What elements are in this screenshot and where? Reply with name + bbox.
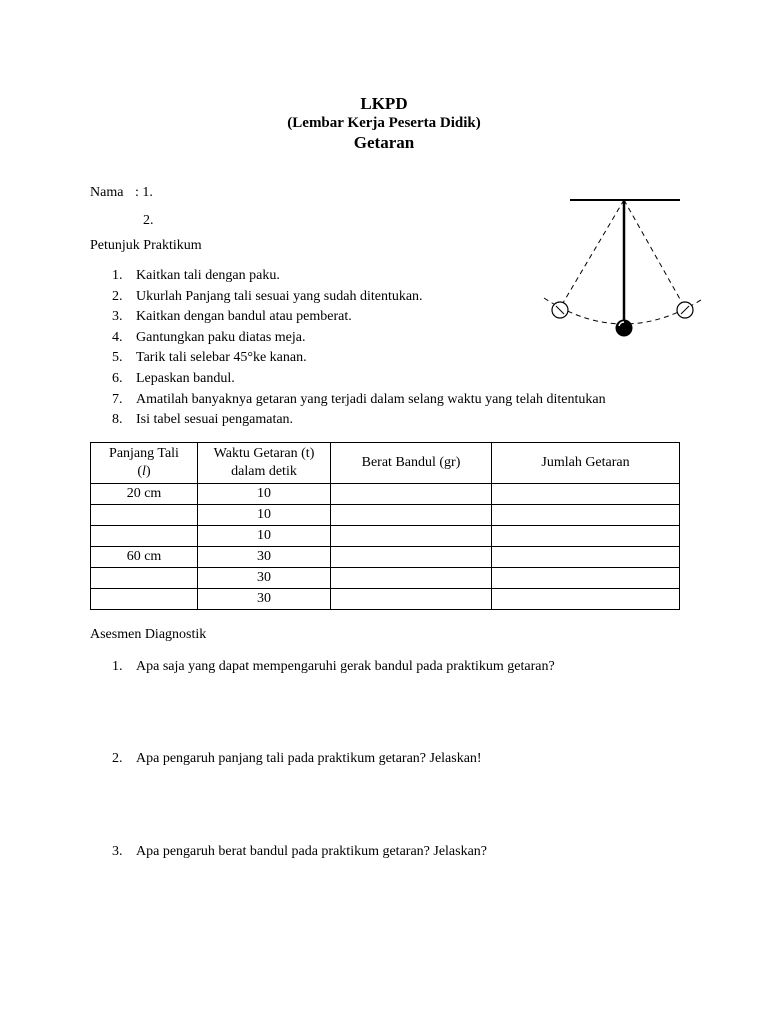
col-header-length: Panjang Tali (l) (91, 443, 198, 484)
col-header-weight: Berat Bandul (gr) (331, 443, 492, 484)
assessment-question-3: 3. Apa pengaruh berat bandul pada praktikum getaran? Jelaskan? (112, 844, 488, 859)
pendulum-bob-center (616, 320, 633, 337)
cell-weight[interactable] (331, 589, 492, 610)
col-header-time: Waktu Getaran (t) dalam detik (198, 443, 331, 484)
table-row (91, 484, 680, 505)
assessment-heading: Asesmen Diagnostik (90, 627, 207, 642)
pendulum-string-left (560, 200, 624, 308)
cell-count[interactable] (492, 526, 680, 547)
cell-weight[interactable] (331, 484, 492, 505)
worksheet-title: LKPD (360, 94, 408, 113)
cell-time: 30 (198, 547, 331, 568)
name-line-2: 2. (143, 213, 154, 228)
table-row (91, 568, 680, 589)
cell-time: 30 (198, 568, 331, 589)
instruction-step: 8. Isi tabel sesuai pengamatan. (112, 412, 294, 428)
cell-time: 10 (198, 526, 331, 547)
assessment-question-1: 1. Apa saja yang dapat mempengaruhi gerak bandul pada praktikum getaran? (112, 659, 555, 674)
instruction-step: 3. Kaitkan dengan bandul atau pemberat. (112, 309, 352, 325)
cell-length (91, 568, 198, 589)
table-row (91, 505, 680, 526)
pendulum-string-right (624, 200, 685, 308)
name-line-1: : 1. (135, 185, 153, 200)
cell-length (91, 505, 198, 526)
table-row (91, 526, 680, 547)
cell-count[interactable] (492, 484, 680, 505)
instruction-step: 2. Ukurlah Panjang tali sesuai yang sudah ditentukan. (112, 288, 423, 304)
observation-table (90, 442, 680, 610)
name-label: Nama (90, 185, 124, 200)
instruction-step: 7. Amatilah banyaknya getaran yang terjadi dalam selang waktu yang telah ditentukan (112, 391, 606, 407)
cell-count[interactable] (492, 589, 680, 610)
cell-count[interactable] (492, 568, 680, 589)
table-row (91, 589, 680, 610)
instruction-step: 1. Kaitkan tali dengan paku. (112, 268, 280, 283)
instruction-step: 5. Tarik tali selebar 45°ke kanan. (112, 350, 307, 366)
pendulum-diagram (540, 190, 710, 340)
table-header-row (91, 443, 680, 484)
cell-time: 10 (198, 484, 331, 505)
instruction-step: 4. Gantungkan paku diatas meja. (112, 329, 306, 345)
worksheet-topic: Getaran (353, 133, 415, 152)
instructions-heading: Petunjuk Praktikum (90, 238, 202, 253)
instruction-steps (112, 266, 606, 431)
cell-length (91, 526, 198, 547)
col-header-count: Jumlah Getaran (492, 443, 680, 484)
cell-count[interactable] (492, 505, 680, 526)
cell-weight[interactable] (331, 526, 492, 547)
worksheet-subtitle: (Lembar Kerja Peserta Didik) (287, 115, 481, 131)
cell-count[interactable] (492, 547, 680, 568)
instruction-step: 6. Lepaskan bandul. (112, 370, 235, 386)
cell-weight[interactable] (331, 505, 492, 526)
table-row (91, 547, 680, 568)
cell-length: 60 cm (91, 547, 198, 568)
cell-length: 20 cm (91, 484, 198, 505)
cell-weight[interactable] (331, 547, 492, 568)
cell-time: 30 (198, 589, 331, 610)
cell-length (91, 589, 198, 610)
assessment-question-2: 2. Apa pengaruh panjang tali pada praktikum getaran? Jelaskan! (112, 751, 482, 766)
cell-weight[interactable] (331, 568, 492, 589)
cell-time: 10 (198, 505, 331, 526)
